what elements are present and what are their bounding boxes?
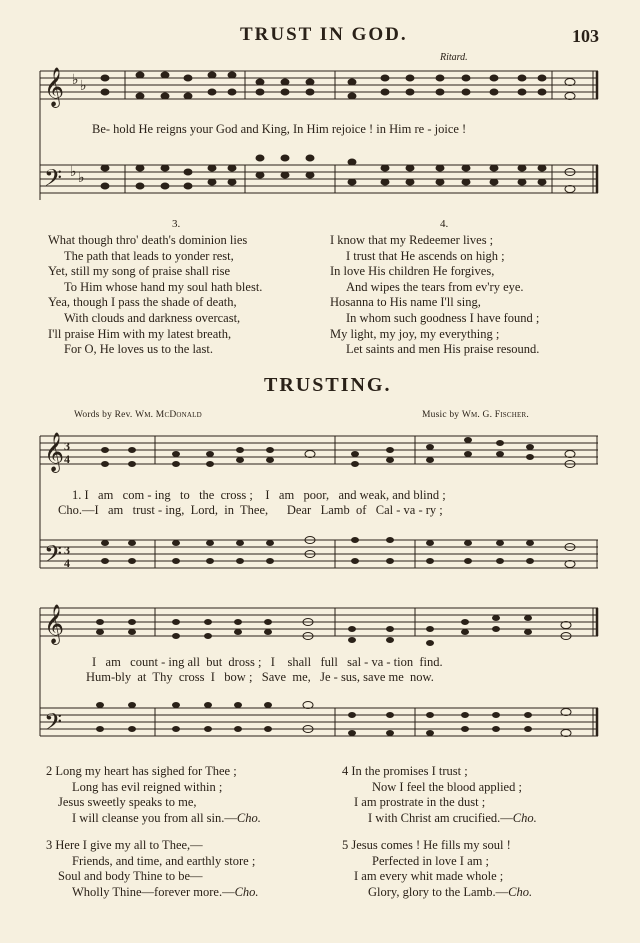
verse-line: Here I give my all to Thee,—	[55, 838, 203, 852]
verse-number: 3	[46, 838, 53, 852]
sys1-bass-notes	[101, 537, 575, 568]
time-signature-4: 4	[64, 452, 70, 466]
verse-line: The path that leads to yonder rest,	[64, 248, 234, 263]
music-credit-name: Wm. G. Fischer.	[461, 410, 529, 420]
hymn2-verse-4	[342, 764, 537, 826]
flat-sign-icon: ♭	[70, 165, 77, 180]
verse-line: With clouds and darkness overcast,	[64, 310, 241, 325]
verse-number: 2	[46, 764, 53, 778]
verse-line: Glory, glory to the Lamb.—	[368, 884, 509, 899]
flat-sign-icon: ♭	[72, 73, 79, 88]
verse-line: Perfected in love I am ;	[372, 853, 489, 868]
hymn2-verse-3	[46, 838, 259, 900]
treble-clef-icon: 𝄞	[44, 69, 65, 106]
music-credit-prefix: Music by	[422, 410, 460, 420]
verse-line: I'll praise Him with my latest breath,	[48, 326, 232, 341]
hymn2-sys1-lyric1: 1. I am com - ing to the cross ; I am poor, and weak, and blind ;	[72, 488, 446, 502]
verse-line: I will cleanse you from all sin.—	[72, 810, 237, 825]
verse-line: I am every whit made whole ;	[354, 869, 504, 884]
cho-mark: Cho.	[234, 884, 259, 899]
bass-clef-icon: 𝄢	[44, 166, 63, 197]
verse-line: In the promises I trust ;	[351, 764, 468, 778]
words-credit-name: Wm. McDonald	[135, 410, 202, 420]
hymn2-verse-2	[46, 764, 261, 826]
hymn2-sys1-bass-staff	[40, 540, 598, 568]
hymn2-sys2-lyric1: I am count - ing all but dross ; I shall full sal - va - tion find.	[92, 655, 443, 669]
verse-number: 4	[342, 764, 349, 778]
verse-line: And wipes the tears from ev'ry eye.	[346, 279, 524, 294]
hymn2-title: TRUSTING.	[264, 374, 392, 396]
cho-mark: Cho.	[508, 884, 533, 899]
cho-mark: Cho.	[512, 810, 537, 825]
verse-line: What though thro' death's dominion lies	[48, 233, 248, 247]
hymn2-sys2-bass-staff	[40, 708, 598, 736]
verse-line: Jesus sweetly speaks to me,	[58, 795, 197, 810]
time-signature-3: 3	[64, 543, 70, 557]
verse-line: Now I feel the blood applied ;	[372, 779, 522, 794]
verse-line: Long my heart has sighed for Thee ;	[55, 764, 237, 778]
bass-clef-icon: 𝄢	[44, 542, 63, 573]
verse-line: Soul and body Thine to be—	[58, 869, 203, 884]
verse-line: Long has evil reigned within ;	[72, 779, 223, 794]
verse-line: Let saints and men His praise resound.	[346, 342, 540, 357]
verse-line: I trust that He ascends on high ;	[346, 248, 505, 263]
flat-sign-icon: ♭	[80, 79, 87, 94]
verse3-number: 3.	[172, 218, 181, 230]
treble-clef-icon: 𝄞	[44, 606, 65, 643]
time-signature-4: 4	[64, 556, 70, 570]
verse-line: Hosanna to His name I'll sing,	[330, 295, 481, 310]
verse-line: Yea, though I pass the shade of death,	[48, 295, 237, 310]
verse-line: In love His children He forgives,	[330, 264, 495, 279]
verse-line: Wholly Thine—forever more.—	[72, 884, 235, 899]
sys2-treble-notes	[96, 615, 571, 646]
sys2-bass-notes	[96, 702, 571, 737]
cho-mark: Cho.	[236, 810, 261, 825]
verse-line: I know that my Redeemer lives ;	[330, 233, 494, 247]
hymn2-verse-5	[342, 838, 532, 900]
verse-line: My light, my joy, my everything ;	[330, 326, 500, 341]
treble-clef-icon: 𝄞	[44, 434, 65, 471]
hymn2-sys1-lyric2: Cho.—I am trust - ing, Lord, in Thee, Dear Lamb of Cal - va - ry ;	[58, 503, 443, 517]
sys1-treble-notes	[101, 437, 575, 468]
hymn2-sys2-lyric2: Hum-bly at Thy cross I bow ; Save me, Je - sus, save me now.	[86, 670, 434, 684]
verse-line: For O, He loves us to the last.	[64, 342, 213, 357]
verse-line: Yet, still my song of praise shall rise	[48, 264, 231, 279]
hymn2-notes	[96, 437, 575, 737]
verse-line: To Him whose hand my soul hath blest.	[64, 279, 263, 294]
bass-clef-icon: 𝄢	[44, 710, 63, 741]
verse-line: Friends, and time, and earthly store ;	[72, 853, 256, 868]
time-signature-3: 3	[64, 439, 70, 453]
verse-line: In whom such goodness I have found ;	[346, 310, 540, 325]
flat-sign-icon: ♭	[78, 171, 85, 186]
verse-line: I am prostrate in the dust ;	[354, 795, 486, 810]
verse-line: Jesus comes ! He fills my soul !	[351, 838, 511, 852]
verse4-number: 4.	[440, 218, 449, 230]
page-title: TRUST IN GOD.	[240, 24, 408, 45]
ritard-marking: Ritard.	[440, 52, 468, 63]
page-number: 103	[572, 26, 599, 46]
hymn1-lyric-line: Be- hold He reigns your God and King, In Him rejoice ! in Him re - joice !	[92, 122, 467, 136]
verse-number: 5	[342, 838, 349, 852]
verse-line: I with Christ am crucified.—	[368, 810, 513, 825]
words-credit-prefix: Words by Rev.	[74, 410, 133, 420]
